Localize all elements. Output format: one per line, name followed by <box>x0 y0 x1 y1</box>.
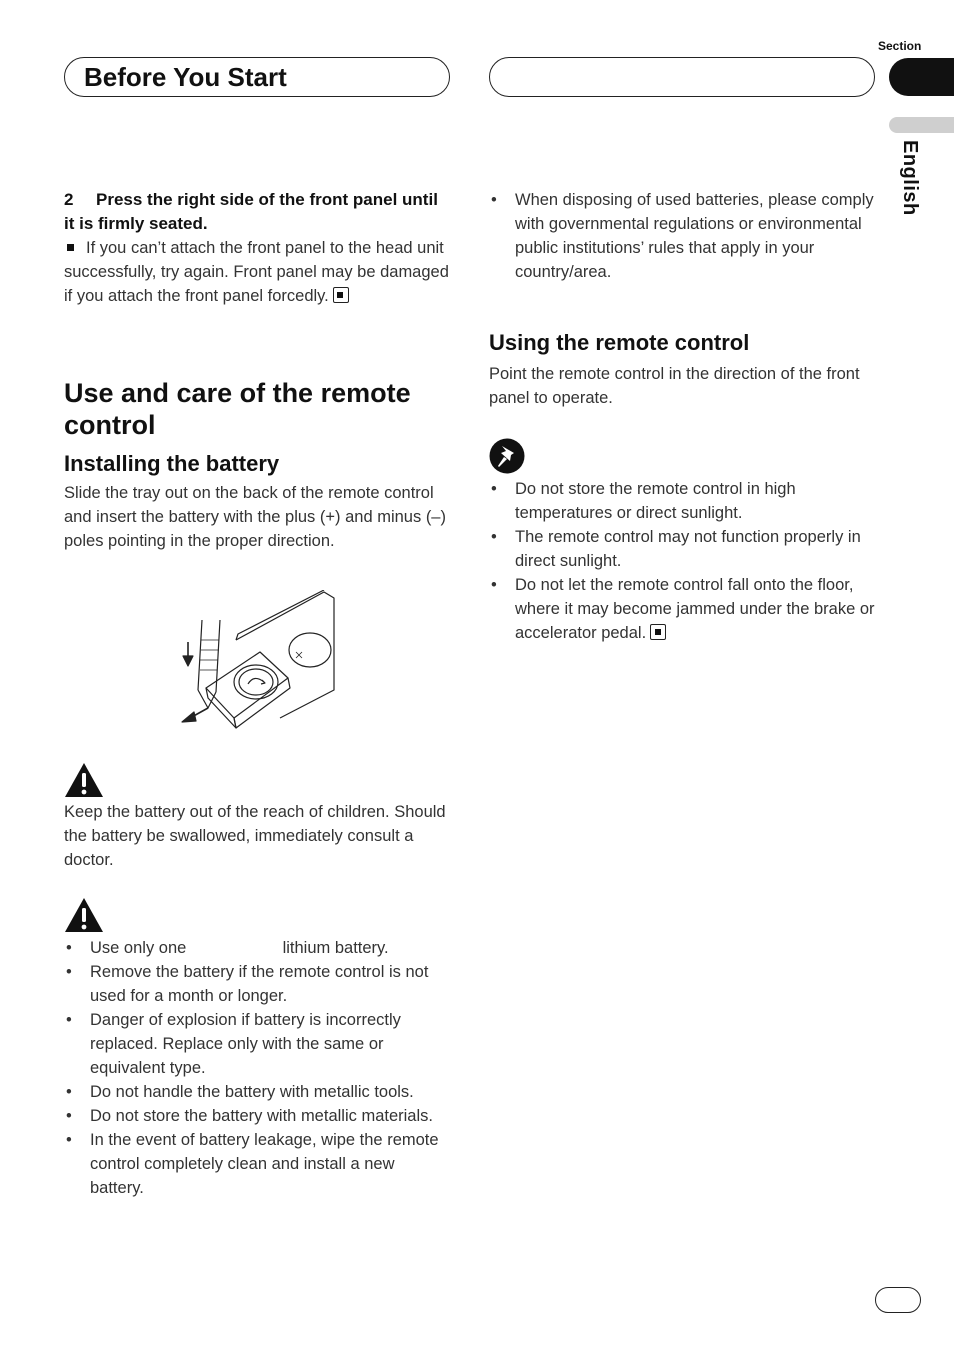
caution-list <box>64 936 452 1200</box>
language-label: English <box>899 140 921 216</box>
important-section <box>489 477 877 645</box>
header-empty-box <box>489 57 875 97</box>
list-item: • Do not store the battery with metallic materials. <box>64 1104 452 1128</box>
section-number-tab <box>889 58 954 96</box>
installing-body: Slide the tray out on the back of the remote control and insert the battery with the plus (+) and minus (–) poles pointing in the proper direction. <box>64 484 446 550</box>
warning-body: Keep the battery out of the reach of children. Should the battery be swallowed, immediately consult a doctor. <box>64 803 446 869</box>
note-square-icon <box>67 244 74 251</box>
warning-section <box>64 800 452 872</box>
language-tab <box>889 117 954 133</box>
list-item: • Use only one lithium battery. <box>64 936 452 960</box>
using-section <box>489 329 877 410</box>
page-title-box <box>64 57 450 97</box>
page-title: Before You Start <box>84 62 287 92</box>
step-text: Press the right side of the front panel until it is firmly seated. <box>64 190 438 233</box>
installing-section <box>64 450 452 553</box>
list-item: • Do not let the remote control fall onto the floor, where it may become jammed under the brake or accelerator pedal. <box>489 573 877 645</box>
main-section <box>64 377 452 441</box>
list-item: • Do not store the remote control in high temperatures or direct sunlight. <box>489 477 877 525</box>
list-item: • Remove the battery if the remote control is not used for a month or longer. <box>64 960 452 1008</box>
list-item: • In the event of battery leakage, wipe the remote control completely clean and install a new battery. <box>64 1128 452 1200</box>
disposal-list <box>489 188 877 284</box>
list-item: • Do not handle the battery with metallic tools. <box>64 1080 452 1104</box>
warning-triangle-icon <box>64 897 104 933</box>
step-heading <box>64 188 452 236</box>
warning-triangle-icon <box>64 762 104 798</box>
list-item: • When disposing of used batteries, please comply with governmental regulations or environmental public institutions’ rules that apply in your country/area. <box>489 188 877 284</box>
caution-section <box>64 936 452 1200</box>
main-heading: Use and care of the remote control <box>64 378 411 440</box>
pushpin-icon <box>489 438 525 474</box>
coin-battery <box>289 633 331 667</box>
battery-tray-illustration <box>176 590 342 735</box>
page-number-box <box>875 1287 921 1313</box>
step-number: 2 <box>64 190 74 209</box>
section-label: Section <box>878 39 922 53</box>
important-list <box>489 477 877 645</box>
list-item: • Danger of explosion if battery is incorrectly replaced. Replace only with the same or equivalent type. <box>64 1008 452 1080</box>
using-body: Point the remote control in the direction of the front panel to operate. <box>489 365 860 407</box>
using-heading: Using the remote control <box>489 330 750 355</box>
step-instruction <box>64 188 452 308</box>
end-mark-icon <box>333 287 349 303</box>
installing-heading: Installing the battery <box>64 451 280 476</box>
list-item: • The remote control may not function properly in direct sunlight. <box>489 525 877 573</box>
end-mark-icon <box>650 624 666 640</box>
step-note: If you can’t attach the front panel to the head unit successfully, try again. Front panel may be damaged if you attach the front panel forcedly. <box>64 239 449 305</box>
disposal-section <box>489 188 877 284</box>
